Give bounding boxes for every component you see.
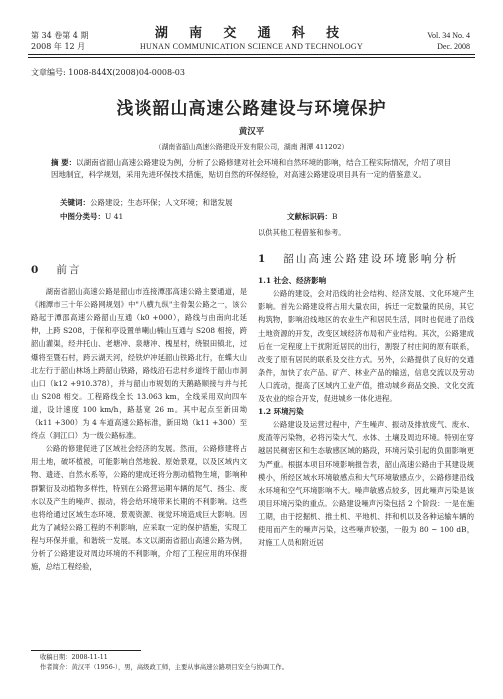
author-bio: 作者简介：黄汉平（1956-），男，高级政工师，主要从事高速公路项目安全与协调工作。: [40, 664, 288, 671]
author-affiliation: （湖南省韶山高速公路建设开发有限公司，湖南 湘潭 411202）: [154, 143, 349, 151]
volume-issue: 第 34 卷第 4 期: [31, 31, 89, 40]
clc-label: 中图分类号：: [60, 212, 105, 221]
abstract-text: 以湖南省韶山高速公路建设为例，分析了公路修建对社会环境和自然环境的影响，结合工程实际情况，介绍了项目因地制宜，科学规划，采用先进环保技术措施，贴切自然的环保经验，对高速公路建设项目具有一定的借鉴意义。: [51, 158, 452, 179]
paragraph: 湖南省韶山高速公路是韶山市连接潭邵高速公路主要通道，是《湘潭市三十年公路网规划》中"八横九纵"主骨架公路之一，该公路起于潭邵高速公路韶山互通（k0 +000），路线与由南向北延伸，上跨 S208，于保和亭设置单喇山楠山互通与 S208 相接，跨韶山灌渠，经井托山、老塘冲、泉塘冲、槐星村，绕银田镇北，过爆将至暨石村，跨云湖天河，经铁炉冲延韶山铁路北行，在蝶大山北左行于韶山林场上跨韶山铁路，路线沿石忠村乡道终于韶山市洞山口（k12 +910.378），并与韶山市规划的天鹅路顺接与并与托山 S208 相交。工程路线全长 13.063 km，全线采用双向四车道，设计速度 100 km/h，路基宽 26 m。其中起点至新田坳（k11 +300）为 4 车道高速公路标准，新田坳（k11 +300）至终点（洞江口）为一级公路标准。: [31, 287, 247, 441]
keywords-label: 关键词：: [60, 198, 90, 207]
journal-title-cn: 湖 南 交 通 科 技: [154, 25, 349, 40]
header-rule-thick: [28, 54, 475, 55]
clc-number: [60, 211, 123, 222]
paper-title: 浅谈韶山高速公路建设与环境保护: [116, 99, 387, 119]
abstract-label: 摘 要：: [51, 158, 77, 167]
subsection-heading: 1.2 环境污染: [258, 407, 304, 417]
doc-code-value: B: [332, 212, 338, 221]
document-code: [287, 211, 338, 222]
received-date: 收稿日期：2008-11-11: [40, 654, 108, 661]
paragraph: 公路的修建促进了区域社会经济的发展。然而，公路修建将占用土地，破坏植被，可能影响自然地貌、原始景观，以及区域内文物、遗迹、自然水系等，公路的建成还将分割动植物生境，影响种群繁衍及动植物多样性，特别在公路营运期车辆的尾气、扬尘、废水以及产生的噪声、振动，将会给环境带来长期的不利影响。这些也将给通过区域生态环境、景观资源、视觉环境造成巨大影响。因此为了减轻公路工程的不利影响，应采取一定的保护措施，实现工程与环保并重，和谐统一发展。本文以湖南省韶山高速公路为例，分析了公路建设对周边环境的不利影响，介绍了工程应用的环保措施，总结工程经验，: [31, 444, 247, 572]
right-column: [258, 226, 474, 549]
volume-issue-en: Vol. 34 No. 4: [427, 31, 470, 40]
header-rule-thin: [28, 57, 475, 58]
paragraph: 公路建设及运营过程中，产生噪声、振动及排放废气、废水、废渣等污染物，必将污染大气、水体、土壤及周边环境。特别在穿越居民稠密区和生态敏感区域的路段，环境污染引起的负面影响更为严重。根据本项目环境影响报告表，韶山高速公路由于其建设规模小，所经区域水环境敏感点和大气环境敏感点少，公路修建沿线水环境和空气环境影响不大。噪声敏感点较多，因此噪声污染是该项目环境污染的重点。公路建设噪声污染包括 2 个阶段：一是在施工期，由于挖掘机、推土机、平地机、拌和机以及各种运输车辆的使用而产生的噪声污染，这些噪声较强，一般为 80 ~ 100 dB，对施工人员和附近居: [258, 420, 474, 548]
journal-title-en: HUNAN COMMUNICATION SCIENCE AND TECHNOLOGY: [139, 42, 364, 51]
author-name: 黄汉平: [238, 127, 265, 137]
issue-date-en: Dec. 2008: [437, 42, 470, 51]
issue-date: 2008 年 12 月: [31, 42, 86, 51]
article-number: 文章编号: 1008-844X(2008)04-0008-03: [31, 68, 185, 77]
paragraph-continuation: 以供其他工程借鉴和参考。: [258, 228, 346, 237]
section-number: 1: [258, 253, 268, 266]
section-heading-1: [258, 239, 474, 274]
journal-issue-info-en: [427, 30, 470, 52]
section-title: 韶山高速公路建设环境影响分析: [283, 253, 459, 266]
footnote-rule: [31, 650, 141, 651]
section-number: 0: [31, 264, 41, 276]
section-heading-intro: [31, 258, 247, 285]
doc-code-label: 文献标识码：: [287, 212, 332, 221]
clc-value: U 41: [105, 212, 124, 221]
subsection-heading: 1.1 社会、经济影响: [258, 276, 327, 286]
paragraph: 公路的建设，会对沿线的社会结构、经济发展、文化环境产生影响。首先公路建设将占用大量农田，拆迁一定数量的民房，其它构筑物，影响沿线地区的农业生产和居民生活，同时也促进了沿线土地资源的开发，改变区域经济布局和产业结构。其次，公路建成后在一定程度上干扰附近居民的出行，割裂了村庄间的原有联系，改变了原有居民的联系及交往方式。另外，公路提供了良好的交通条件，加快了农产品、矿产、林业产品的输送，信息交流以及劳动人口流动，提高了区域内工业产值，推动城乡商品交换、文化交流及农业的综合开发，促进城乡一体化进程。: [258, 289, 474, 404]
abstract: [51, 157, 453, 181]
keywords: [60, 197, 233, 208]
keywords-text: 公路建设；生态环保；人文环境；和谐发展: [90, 198, 233, 207]
footnote: [40, 653, 288, 673]
left-column: [31, 258, 247, 573]
section-title: 前言: [56, 264, 82, 276]
